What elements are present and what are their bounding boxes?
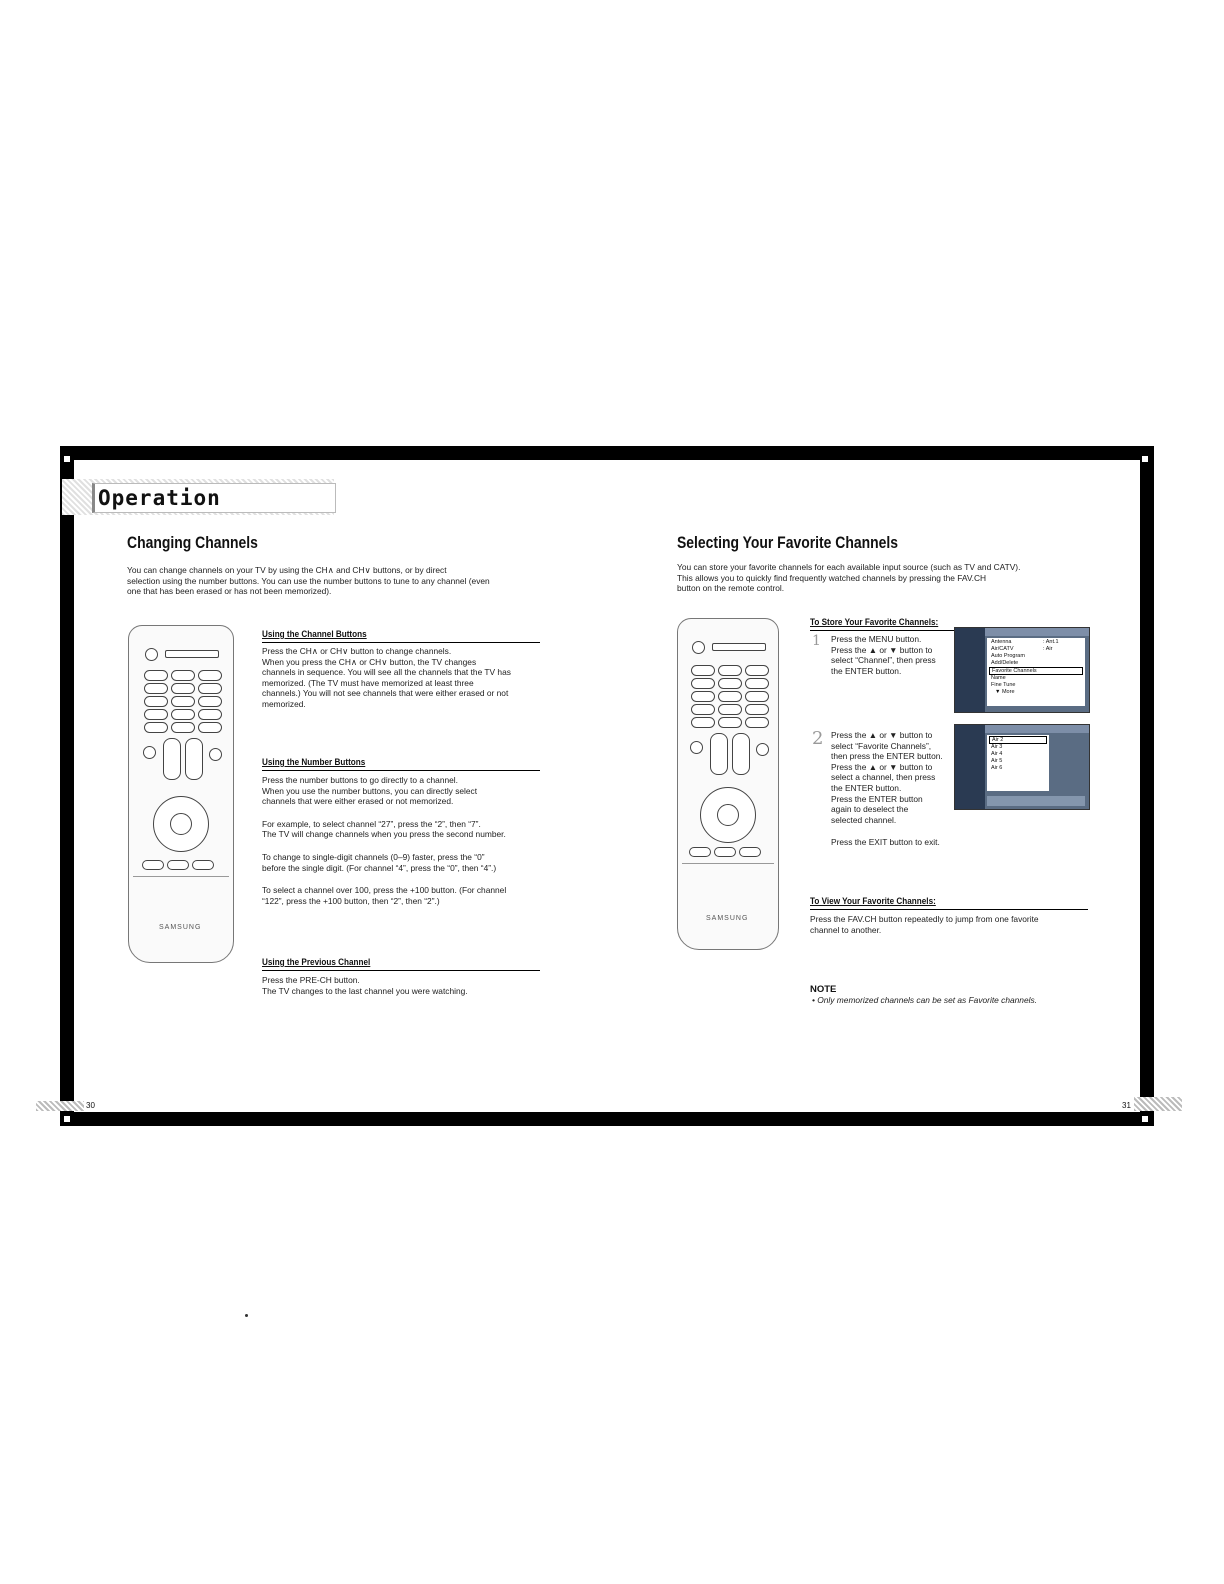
menu-value: : Air xyxy=(1043,646,1053,652)
note-title: NOTE xyxy=(810,984,837,995)
remote-button-icon xyxy=(198,683,222,694)
text-line: channels in sequence. You will see all the channels that the TV has xyxy=(262,667,511,678)
text-line: Press the FAV.CH button repeatedly to jump from one favorite xyxy=(810,914,1039,924)
text-line: Press the ▲ or ▼ button to xyxy=(831,730,933,740)
menu-footer xyxy=(987,796,1085,806)
remote-button-icon xyxy=(171,683,195,694)
text-line: Press the ▲ or ▼ button to xyxy=(831,644,933,655)
remote-button-icon xyxy=(745,704,769,715)
enter-button-icon xyxy=(170,813,192,835)
remote-button-icon xyxy=(198,670,222,681)
remote-button-icon xyxy=(198,696,222,707)
remote-button-icon xyxy=(718,678,742,689)
remote-button-icon xyxy=(745,678,769,689)
subsection-rule xyxy=(810,909,1088,910)
text-line: selection using the number buttons. You can use the number buttons to tune to any channel (even xyxy=(127,575,490,586)
remote-button-icon xyxy=(144,709,168,720)
remote-button-icon xyxy=(718,717,742,728)
menu-item: Air/CATV xyxy=(991,646,1014,652)
menu-sidebar xyxy=(955,725,985,809)
remote-button-icon xyxy=(171,722,195,733)
text-line: The TV changes to the last channel you were watching. xyxy=(262,985,468,996)
text-line: “122”, press the +100 button, then “2”, then “2”.) xyxy=(262,895,440,906)
text-line: again to deselect the xyxy=(831,804,909,815)
remote-button-icon xyxy=(691,704,715,715)
channel-rocker-icon xyxy=(732,733,750,775)
source-buttons-icon xyxy=(712,643,766,651)
remote-button-icon xyxy=(192,860,214,870)
menu-item: Add/Delete xyxy=(991,660,1019,666)
subsection-body xyxy=(262,975,547,996)
page-number-pattern xyxy=(1134,1097,1182,1111)
text-line: This allows you to quickly find frequently watched channels by pressing the FAV.CH xyxy=(677,572,987,583)
step-number: 1 xyxy=(812,633,821,649)
menu-sidebar xyxy=(955,628,985,712)
text-line: Press the ▲ or ▼ button to xyxy=(831,761,933,772)
note-text: • Only memorized channels can be set as Favorite channels. xyxy=(812,995,1037,1005)
remote-button-icon xyxy=(756,743,769,756)
step-number: 2 xyxy=(812,728,824,749)
menu-item-selected: Favorite Channels xyxy=(989,667,1083,675)
remote-button-icon xyxy=(691,665,715,676)
text-line: To change to single-digit channels (0–9) faster, press the “0” xyxy=(262,851,485,862)
frame-right-bar xyxy=(1140,446,1154,1126)
frame-bottom-bar xyxy=(60,1112,1154,1126)
remote-button-icon xyxy=(171,670,195,681)
text-line: memorized. (The TV must have memorized at least three xyxy=(262,677,474,688)
menu-panel xyxy=(987,638,1085,706)
subsection-title: To Store Your Favorite Channels: xyxy=(810,617,939,628)
remote-button-icon xyxy=(745,691,769,702)
text-line: memorized. xyxy=(262,698,306,709)
subsection-title: To View Your Favorite Channels: xyxy=(810,896,936,907)
remote-button-icon xyxy=(689,847,711,857)
remote-button-icon xyxy=(745,665,769,676)
remote-button-icon xyxy=(739,847,761,857)
menu-item: Auto Program xyxy=(991,653,1025,659)
subsection-title: Using the Number Buttons xyxy=(262,757,366,768)
volume-rocker-icon xyxy=(163,738,181,780)
channel-item: Air 3 xyxy=(991,744,1003,750)
menu-header xyxy=(985,725,1089,733)
menu-item: ▼ More xyxy=(995,689,1015,695)
menu-item: Antenna xyxy=(991,639,1012,645)
subsection-rule xyxy=(262,970,540,971)
subsection-body xyxy=(262,646,547,710)
text-line: Press the number buttons to go directly to a channel. xyxy=(262,775,458,785)
remote-button-icon xyxy=(144,722,168,733)
text-line: To select a channel over 100, press the +100 button. (For channel xyxy=(262,885,507,896)
text-line: When you press the CH∧ or CH∨ button, the TV changes xyxy=(262,656,477,667)
remote-button-icon xyxy=(167,860,189,870)
remote-button-icon xyxy=(144,670,168,681)
text-line: one that has been erased or has not been memorized). xyxy=(127,586,332,597)
page-number-right: 31 xyxy=(1122,1101,1131,1110)
text-line: channels that were either erased or not memorized. xyxy=(262,796,454,807)
remote-button-icon xyxy=(745,717,769,728)
frame-corner-mark xyxy=(1142,1116,1148,1122)
channel-item: Air 4 xyxy=(991,751,1003,757)
enter-button-icon xyxy=(717,804,739,826)
channel-item: Air 6 xyxy=(991,765,1003,771)
remote-control-illustration xyxy=(128,625,234,963)
subsection-title: Using the Previous Channel xyxy=(262,957,371,968)
channel-item-selected: Air 2 xyxy=(989,736,1047,744)
text-line: When you use the number buttons, you can directly select xyxy=(262,785,478,796)
text-line: the ENTER button. xyxy=(831,665,902,676)
remote-button-icon xyxy=(198,722,222,733)
favorite-channels-menu-screenshot xyxy=(954,724,1090,810)
remote-brand-label: SAMSUNG xyxy=(159,924,202,931)
remote-button-icon xyxy=(691,678,715,689)
step-body xyxy=(831,730,956,848)
subsection-body xyxy=(262,775,547,906)
section-title: Operation xyxy=(98,486,221,510)
text-line: Press the PRE-CH button. xyxy=(262,975,360,985)
remote-button-icon xyxy=(691,717,715,728)
text-line: channels.) You will not see channels that were either erased or not xyxy=(262,688,509,699)
text-line: You can store your favorite channels for each available input source (such as TV and CATV). xyxy=(677,562,1021,572)
left-intro xyxy=(127,565,547,597)
frame-corner-mark xyxy=(64,1116,70,1122)
frame-left-bar xyxy=(60,446,74,1126)
text-line: button on the remote control. xyxy=(677,583,785,594)
remote-button-icon xyxy=(718,665,742,676)
subsection-rule xyxy=(262,642,540,643)
menu-panel xyxy=(987,735,1049,791)
remote-control-illustration xyxy=(677,618,779,950)
power-button-icon xyxy=(692,641,705,654)
page-number-left: 30 xyxy=(86,1101,95,1110)
mute-button-icon xyxy=(143,746,156,759)
remote-button-icon xyxy=(209,748,222,761)
power-button-icon xyxy=(145,648,158,661)
remote-button-icon xyxy=(718,691,742,702)
remote-button-icon xyxy=(691,691,715,702)
text-line: Press the MENU button. xyxy=(831,634,922,644)
frame-corner-mark xyxy=(64,456,70,462)
channel-item: Air 5 xyxy=(991,758,1003,764)
subsection-body xyxy=(810,914,1100,935)
right-intro xyxy=(677,562,1097,594)
remote-button-icon xyxy=(171,696,195,707)
page-number-pattern xyxy=(36,1101,84,1111)
text-line: select “Favorite Channels”, xyxy=(831,740,932,751)
channel-rocker-icon xyxy=(185,738,203,780)
channel-menu-screenshot xyxy=(954,627,1090,713)
text-line: Press the EXIT button to exit. xyxy=(831,837,940,848)
remote-button-icon xyxy=(718,704,742,715)
remote-button-icon xyxy=(714,847,736,857)
menu-value: : Ant.1 xyxy=(1043,639,1059,645)
text-line: You can change channels on your TV by using the CH∧ and CH∨ buttons, or by direct xyxy=(127,565,447,575)
remote-button-icon xyxy=(144,696,168,707)
text-line: For example, to select channel “27”, press the “2”, then “7”. xyxy=(262,818,481,829)
remote-button-icon xyxy=(198,709,222,720)
frame-top-bar xyxy=(60,446,1154,460)
text-line: Press the CH∧ or CH∨ button to change channels. xyxy=(262,646,452,656)
subsection-rule xyxy=(262,770,540,771)
remote-brand-label: SAMSUNG xyxy=(706,915,749,922)
step-body xyxy=(831,634,956,676)
text-line: channel to another. xyxy=(810,924,882,935)
text-line: before the single digit. (For channel “4”, press the “0”, then “4”.) xyxy=(262,862,497,873)
menu-item: Fine Tune xyxy=(991,682,1016,688)
text-line: select a channel, then press xyxy=(831,772,936,783)
source-buttons-icon xyxy=(165,650,219,658)
text-line: The TV will change channels when you press the second number. xyxy=(262,829,506,840)
remote-lower-divider xyxy=(133,876,229,877)
volume-rocker-icon xyxy=(710,733,728,775)
text-line: then press the ENTER button. xyxy=(831,751,943,762)
remote-button-icon xyxy=(144,683,168,694)
text-line: Press the ENTER button xyxy=(831,793,923,804)
frame-corner-mark xyxy=(1142,456,1148,462)
scan-dot xyxy=(245,1314,248,1317)
menu-item: Name xyxy=(991,675,1006,681)
remote-lower-divider xyxy=(682,863,774,864)
right-heading: Selecting Your Favorite Channels xyxy=(677,533,899,552)
mute-button-icon xyxy=(690,741,703,754)
text-line: select “Channel”, then press xyxy=(831,655,936,666)
text-line: the ENTER button. xyxy=(831,782,902,793)
remote-button-icon xyxy=(142,860,164,870)
menu-header xyxy=(985,628,1089,636)
subsection-title: Using the Channel Buttons xyxy=(262,629,367,640)
left-heading: Changing Channels xyxy=(127,533,258,552)
text-line: selected channel. xyxy=(831,814,897,825)
remote-button-icon xyxy=(171,709,195,720)
